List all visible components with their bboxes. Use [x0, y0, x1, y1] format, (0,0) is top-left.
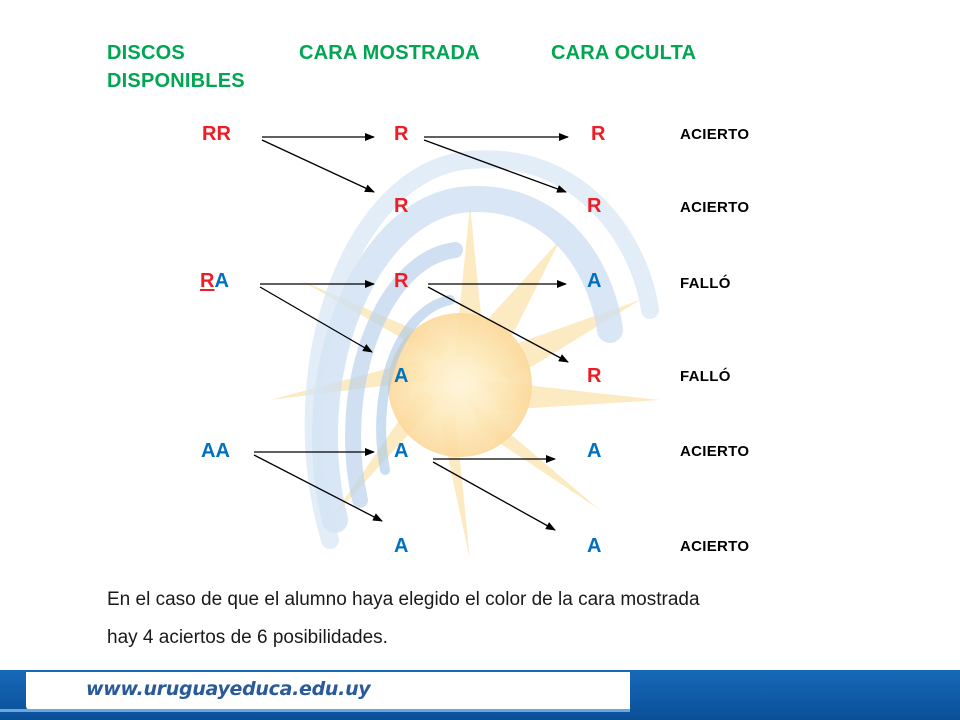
disc-aa: AA	[201, 440, 230, 462]
hidden-face-3: A	[587, 270, 602, 292]
footer-divider	[0, 709, 630, 712]
result-1: ACIERTO	[680, 126, 750, 143]
shown-face-4: A	[394, 365, 409, 387]
hidden-face-6: A	[587, 535, 602, 557]
hidden-face-1: R	[591, 123, 606, 145]
disc-ra	[200, 270, 229, 292]
disc-ra-r: R	[200, 270, 215, 292]
shown-face-6: A	[394, 535, 409, 557]
disc-rr: RR	[202, 123, 231, 145]
hidden-face-5: A	[587, 440, 602, 462]
header-cara-mostrada: CARA MOSTRADA	[299, 42, 480, 64]
explanation-line-2: hay 4 aciertos de 6 posibilidades.	[107, 627, 388, 648]
shown-face-1: R	[394, 123, 409, 145]
hidden-face-4: R	[587, 365, 602, 387]
footer-url-link[interactable]: www.uruguayeduca.edu.uy	[86, 678, 371, 700]
disc-ra-a: A	[214, 270, 229, 292]
result-3: FALLÓ	[680, 275, 731, 292]
arrow-a-to-a2	[433, 462, 555, 530]
header-discos: DISCOS	[107, 42, 185, 64]
result-4: FALLÓ	[680, 368, 731, 385]
shown-face-2: R	[394, 195, 409, 217]
header-disponibles: DISPONIBLES	[107, 70, 245, 92]
result-6: ACIERTO	[680, 538, 750, 555]
result-2: ACIERTO	[680, 199, 750, 216]
shown-face-5: A	[394, 440, 409, 462]
header-cara-oculta: CARA OCULTA	[551, 42, 697, 64]
shown-face-3: R	[394, 270, 409, 292]
hidden-face-2: R	[587, 195, 602, 217]
arrow-rr-to-r2	[262, 140, 374, 192]
explanation-line-1: En el caso de que el alumno haya elegido el color de la cara mostrada	[107, 589, 700, 610]
result-5: ACIERTO	[680, 443, 750, 460]
